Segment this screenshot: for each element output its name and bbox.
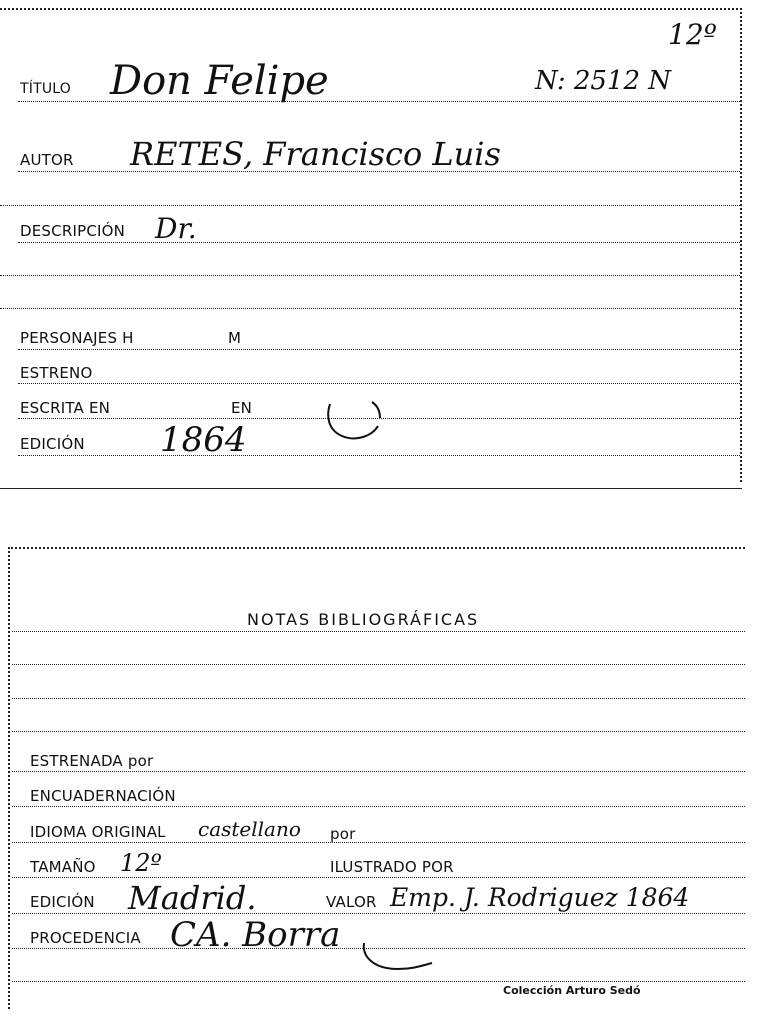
- autor-value: RETES, Francisco Luis: [130, 135, 501, 173]
- notas-heading: NOTAS BIBLIOGRÁFICAS: [247, 610, 480, 629]
- estreno-label: ESTRENO: [20, 364, 93, 382]
- catalog-card-top: [0, 0, 745, 490]
- edicion-line: [18, 455, 740, 456]
- idioma-por-label: por: [330, 825, 356, 843]
- edicion2-line: [12, 913, 745, 914]
- escrita-line: [18, 418, 740, 419]
- tamano-label: TAMAÑO: [30, 858, 96, 876]
- corner-note: 12º: [668, 18, 717, 51]
- edicion2-label: EDICIÓN: [30, 893, 95, 911]
- encuadernacion-label: ENCUADERNACIÓN: [30, 787, 176, 805]
- rule-line: [12, 981, 745, 982]
- card2-left-border: [8, 547, 10, 1009]
- descripcion-label: DESCRIPCIÓN: [20, 222, 126, 240]
- estrenada-label: ESTRENADA por: [30, 752, 154, 770]
- escrita-label: ESCRITA EN: [20, 399, 111, 417]
- en-label: EN: [231, 399, 253, 417]
- procedencia-value: CA. Borra: [170, 915, 341, 955]
- card-right-border: [740, 8, 742, 482]
- personajes-line: [18, 349, 740, 350]
- card-top-border: [0, 8, 742, 10]
- idioma-label: IDIOMA ORIGINAL: [30, 823, 166, 841]
- titulo-line: [18, 101, 740, 102]
- rule-line: [0, 308, 740, 309]
- rule-line: [12, 698, 745, 699]
- card-bottom-border: [0, 488, 742, 489]
- catalog-number: N: 2512 N: [535, 66, 672, 96]
- edicion2-value: Madrid.: [128, 879, 257, 917]
- edicion-value: 1864: [160, 420, 247, 460]
- descripcion-line: [18, 242, 740, 243]
- autor-line: [18, 171, 740, 172]
- procedencia-line: [12, 948, 745, 949]
- collection-footer: Colección Arturo Sedó: [503, 984, 641, 997]
- notas-line: [12, 631, 745, 632]
- rule-line: [12, 731, 745, 732]
- estrenada-line: [12, 771, 745, 772]
- edicion-label: EDICIÓN: [20, 435, 85, 453]
- encuadernacion-line: [12, 806, 745, 807]
- procedencia-label: PROCEDENCIA: [30, 929, 141, 947]
- catalog-card-bottom: [8, 543, 745, 1013]
- rule-line: [0, 275, 740, 276]
- titulo-label: TÍTULO: [20, 81, 71, 97]
- rule-line: [0, 205, 740, 206]
- tamano-line: [12, 877, 745, 878]
- rule-line: [12, 664, 745, 665]
- idioma-value: castellano: [198, 817, 301, 841]
- descripcion-value: Dr.: [155, 212, 197, 245]
- valor-value: Emp. J. Rodriguez 1864: [390, 883, 690, 912]
- ilustrado-label: ILUSTRADO POR: [330, 858, 454, 876]
- personajes-label: PERSONAJES H: [20, 329, 134, 347]
- estreno-line: [18, 383, 740, 384]
- stamp-mark: [322, 396, 386, 444]
- valor-label: VALOR: [326, 893, 377, 911]
- tamano-value: 12º: [120, 849, 162, 877]
- titulo-value: Don Felipe: [110, 58, 329, 104]
- autor-label: AUTOR: [20, 151, 74, 169]
- card2-top-border: [8, 547, 745, 549]
- personajes-m-label: M: [228, 329, 242, 347]
- idioma-line: [12, 842, 745, 843]
- signature-flourish: [358, 939, 438, 979]
